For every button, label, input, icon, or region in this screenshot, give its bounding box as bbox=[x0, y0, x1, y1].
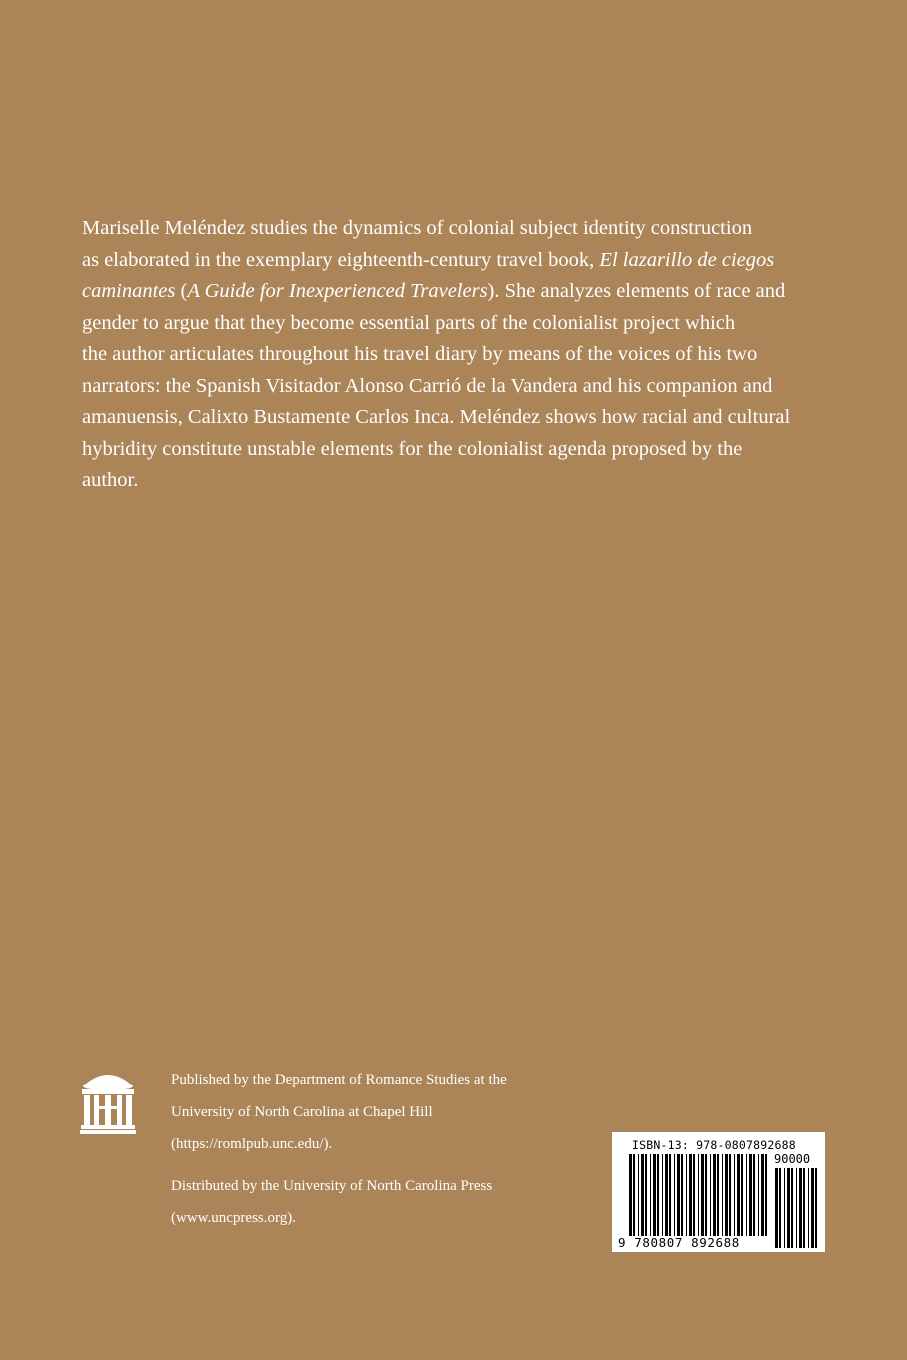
blurb-italic-title: El lazarillo de ciegos bbox=[599, 248, 775, 271]
barcode-bar bbox=[653, 1154, 656, 1236]
published-url-link[interactable]: (https://romlpub.unc.edu/). bbox=[171, 1136, 333, 1152]
blurb-text: ( bbox=[175, 280, 188, 302]
barcode-bar bbox=[746, 1154, 747, 1236]
blurb-line bbox=[82, 245, 842, 277]
blurb-italic-title: caminantes bbox=[82, 280, 176, 302]
blurb-text: the author articulates throughout his travel diary by means of the voices of his two bbox=[82, 343, 758, 365]
barcode-bar bbox=[650, 1154, 651, 1236]
blurb-text: Mariselle Meléndez studies the dynamics of colonial subject identity construction bbox=[82, 217, 753, 239]
blurb-line bbox=[82, 465, 842, 497]
blurb-line bbox=[82, 339, 842, 371]
distributed-url-link[interactable]: (www.uncpress.org). bbox=[171, 1210, 296, 1226]
barcode-bar bbox=[657, 1154, 659, 1236]
blurb-text: hybridity constitute unstable elements for the colonialist agenda proposed by the bbox=[82, 437, 743, 460]
barcode-bar bbox=[705, 1154, 707, 1236]
barcode-bar bbox=[698, 1154, 699, 1236]
barcode-bar bbox=[761, 1154, 764, 1236]
old-well-icon bbox=[80, 1068, 136, 1138]
barcode-bar bbox=[665, 1154, 668, 1236]
publisher-info bbox=[171, 1064, 591, 1234]
barcode-bar bbox=[758, 1154, 759, 1236]
barcode-bar bbox=[791, 1168, 793, 1248]
barcode-bar bbox=[693, 1154, 695, 1236]
blurb-text: amanuensis, Calixto Bustamente Carlos Inca. Meléndez shows how racial and cultural bbox=[82, 406, 791, 428]
barcode-bar bbox=[713, 1154, 716, 1236]
blurb-text: as elaborated in the exemplary eighteenth-century travel book, bbox=[82, 248, 600, 271]
barcode-bar bbox=[765, 1154, 767, 1236]
barcode-bar bbox=[725, 1154, 728, 1236]
blurb-text: author. bbox=[82, 469, 139, 491]
barcode-bar bbox=[681, 1154, 683, 1236]
published-line: University of North Carolina at Chapel Hill bbox=[171, 1104, 433, 1120]
blurb-italic-title: A Guide for Inexperienced Travelers bbox=[187, 280, 488, 302]
barcode-bar bbox=[775, 1168, 778, 1248]
barcode-bar bbox=[815, 1168, 817, 1248]
barcode-bar bbox=[737, 1154, 740, 1236]
barcode-bar bbox=[689, 1154, 692, 1236]
distributed-by-text bbox=[171, 1170, 591, 1234]
barcode-bar bbox=[803, 1168, 805, 1248]
barcode-bar bbox=[811, 1168, 814, 1248]
barcode-bar bbox=[677, 1154, 680, 1236]
barcode-bar bbox=[729, 1154, 731, 1236]
published-by-text bbox=[171, 1064, 591, 1160]
barcode-bar bbox=[633, 1154, 635, 1236]
barcode-bar bbox=[808, 1168, 809, 1248]
barcode-bar bbox=[674, 1154, 675, 1236]
blurb-line bbox=[82, 434, 842, 466]
blurb-text: ). She analyzes elements of race and bbox=[487, 280, 786, 302]
barcode-bar bbox=[717, 1154, 719, 1236]
barcode-bar bbox=[662, 1154, 663, 1236]
blurb-line bbox=[82, 371, 842, 403]
blurb-text: narrators: the Spanish Visitador Alonso Carrió de la Vandera and his companion and bbox=[82, 374, 773, 397]
barcode-bar bbox=[779, 1168, 781, 1248]
isbn-label: ISBN-13: 978-0807892688 bbox=[632, 1138, 796, 1152]
barcode-bar bbox=[799, 1168, 802, 1248]
blurb-line bbox=[82, 402, 842, 434]
barcode-bar bbox=[669, 1154, 671, 1236]
barcode-bar bbox=[753, 1154, 755, 1236]
blurb-line bbox=[82, 308, 842, 340]
isbn-barcode bbox=[612, 1132, 825, 1252]
back-cover-blurb bbox=[82, 213, 842, 497]
blurb-text: gender to argue that they become essential parts of the colonialist project which bbox=[82, 311, 736, 334]
ean-digits: 9 780807 892688 bbox=[618, 1235, 740, 1250]
published-line: Published by the Department of Romance Studies at the bbox=[171, 1072, 507, 1088]
barcode-bar bbox=[641, 1154, 644, 1236]
blurb-line bbox=[82, 276, 842, 308]
barcode-bar bbox=[784, 1168, 785, 1248]
barcode-bar bbox=[722, 1154, 723, 1236]
barcode-bar bbox=[796, 1168, 797, 1248]
barcode-bar bbox=[638, 1154, 639, 1236]
barcode-bar bbox=[701, 1154, 704, 1236]
distributed-line: Distributed by the University of North Carolina Press bbox=[171, 1178, 493, 1194]
addon-digits: 90000 bbox=[774, 1152, 811, 1166]
barcode-bar bbox=[710, 1154, 711, 1236]
blurb-line bbox=[82, 213, 842, 245]
barcode-bar bbox=[645, 1154, 647, 1236]
barcode-bar bbox=[787, 1168, 790, 1248]
barcode-bar bbox=[749, 1154, 752, 1236]
barcode-bar bbox=[686, 1154, 687, 1236]
barcode-bar bbox=[629, 1154, 632, 1236]
barcode-bar bbox=[734, 1154, 735, 1236]
barcode-bar bbox=[741, 1154, 743, 1236]
